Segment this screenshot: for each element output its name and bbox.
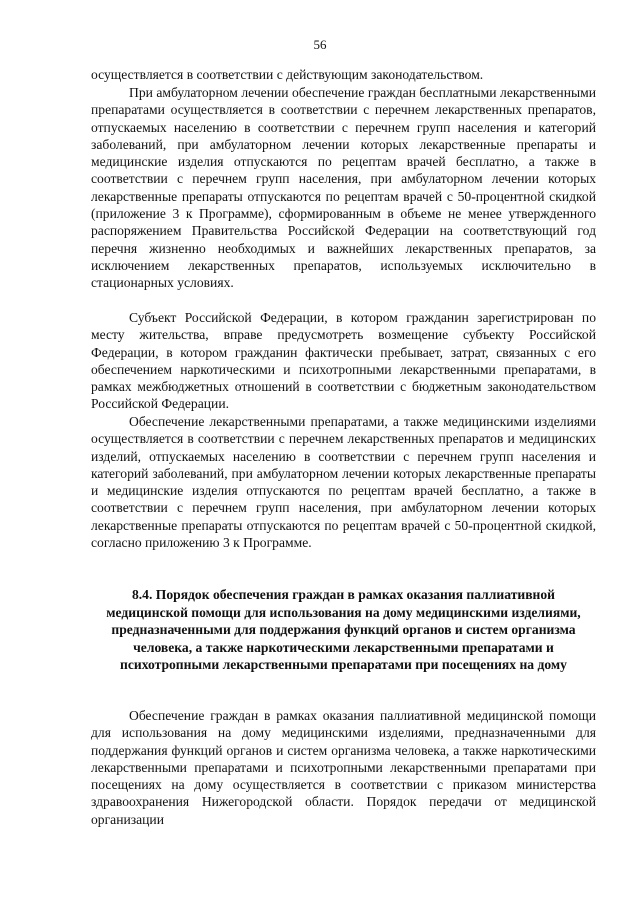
paragraph-palliative-care: Обеспечение граждан в рамках оказания паллиативной медицинской помощи для использования на дому медицинскими изделиями, предназначенными для поддержания функций органов и систем организма человека, а также наркотическими лекарственными препаратами и психотропными лекарственными препаратами при посещениях на дому осуществляется в соответствии с приказом министерства здравоохранения Нижегородской области. Порядок передачи от медицинской организации [91, 708, 596, 827]
page-number: 56 [313, 37, 327, 52]
paragraph-drugs-and-devices: Обеспечение лекарственными препаратами, а также медицинскими изделиями осуществляется в соответствии с перечнем лекарственных препаратов и медицинских изделий, отпускаемых населению в соответствии с перечнем групп населения и категорий заболеваний, при амбулаторном лечении которых лекарственные препараты и медицинские изделия отпускаются по рецептам врачей бесплатно, а также в соответствии с перечнем групп населения, при амбулаторном лечении которых лекарственные препараты отпускаются по рецептам врачей с 50-процентной скидкой, согласно приложению 3 к Программе. [91, 414, 596, 551]
paragraph-continuation: осуществляется в соответствии с действующим законодательством. [91, 67, 484, 82]
section-heading: 8.4. Порядок обеспечения граждан в рамках оказания паллиативной медицинской помощи для использования на дому медицинскими изделиями, предназначенными для поддержания функций органов и систем организма человека, а также наркотическими лекарственными препаратами и психотропными лекарственными препаратами при посещениях на дому [106, 587, 581, 672]
paragraph-subject-reimbursement: Субъект Российской Федерации, в котором гражданин зарегистрирован по месту жительства, вправе предусмотреть возмещение субъекту Российской Федерации, в котором гражданин фактически пребывает, затрат, связанных с его обеспечением наркотическими и психотропными лекарственными препаратами, в рамках межбюджетных отношений в соответствии с бюджетным законодательством Российской Федерации. [91, 310, 596, 412]
paragraph-outpatient-free-drugs: При амбулаторном лечении обеспечение граждан бесплатными лекарственными препаратами осуществляется в соответствии с перечнем лекарственных препаратов, отпускаемых населению в соответствии с перечнем групп населения и категорий заболеваний, при амбулаторном лечении которых лекарственные препараты и медицинские изделия отпускаются по рецептам врачей бесплатно, а также в соответствии с перечнем групп населения, при амбулаторном лечении которых лекарственные препараты отпускаются по рецептам врачей с 50-процентной скидкой (приложение 3 к Программе), сформированным в объеме не менее утвержденного распоряжением Правительства Российской Федерации на соответствующий год перечня жизненно необходимых и важнейших лекарственных препаратов, за исключением лекарственных препаратов, используемых исключительно в стационарных условиях. [91, 85, 596, 291]
